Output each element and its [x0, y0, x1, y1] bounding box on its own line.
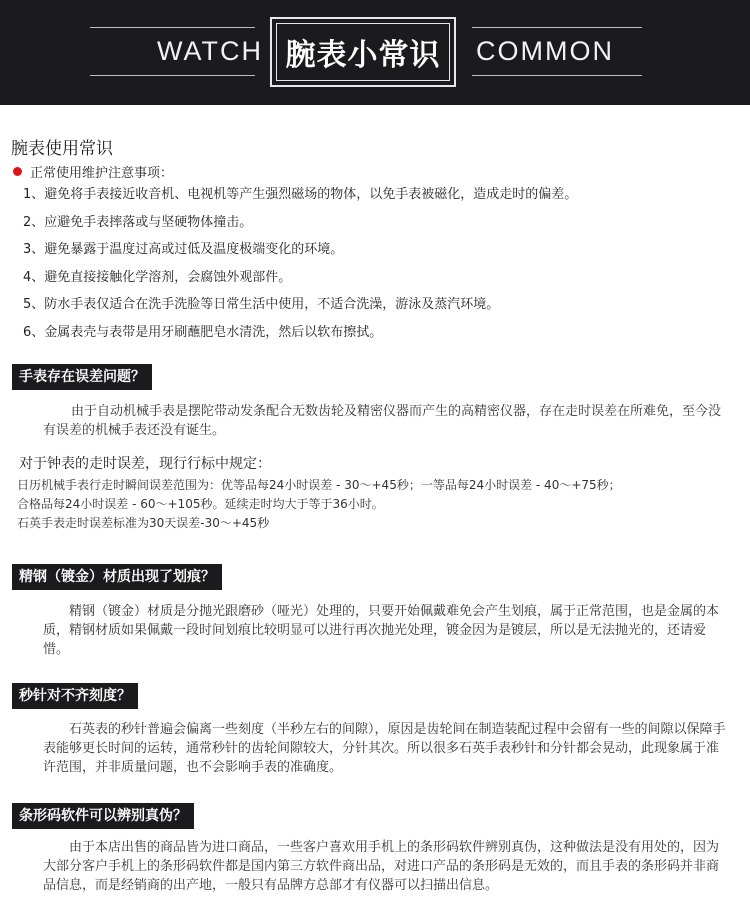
list-item: 2、应避免手表摔落或与坚硬物体撞击。 [23, 214, 253, 230]
banner-title-box [270, 17, 456, 87]
heading-scratch-question: 精钢（镀金）材质出现了划痕？ [12, 564, 222, 590]
banner-rule-right-top [472, 27, 642, 28]
list-item: 4、避免直接接触化学溶剂，会腐蚀外观部件。 [23, 269, 292, 285]
paragraph-error: 由于自动机械手表是摆陀带动发条配合无数齿轮及精密仪器而产生的高精密仪器，存在走时误差在所难免，至今没有误差的机械手表还没有诞生。 [43, 404, 722, 438]
list-item: 6、金属表壳与表带是用牙刷蘸肥皂水清洗，然后以软布擦拭。 [23, 324, 383, 340]
standard-line-2: 合格品每24小时误差 - 60～+105秒。延续走时均大于等于36小时。 [17, 497, 384, 511]
list-item: 1、避免将手表接近收音机、电视机等产生强烈磁场的物体，以免手表被磁化，造成走时的偏差。 [23, 187, 578, 202]
banner-title: 腕表小常识 [276, 23, 450, 81]
paragraph-scratch: 精钢（镀金）材质是分抛光跟磨砂（哑光）处理的，只要开始佩戴难免会产生划痕，属于正常范围，也是金属的本质，精钢材质如果佩戴一段时间划痕比较明显可以进行再次抛光处理，镀金因为是镀层，所以是无法抛光的，还请爱惜。 [43, 604, 720, 657]
standard-subtitle: 对于钟表的走时误差，现行行标中规定： [19, 456, 271, 472]
list-item: 3、避免暴露于温度过高或过低及温度极端变化的环境。 [23, 242, 344, 258]
care-rules-list [23, 186, 577, 352]
heading-error-question: 手表存在误差问题？ [12, 364, 152, 390]
standard-line-1: 日历机械手表行走时瞬间误差范围为：优等品每24小时误差 - 30～+45秒；一等品每24小时误差 - 40～+75秒； [17, 478, 621, 492]
heading-barcode-question: 条形码软件可以辨别真伪？ [12, 803, 194, 829]
standard-line-3: 石英手表走时误差标准为30天误差-30～+45秒 [17, 516, 270, 530]
list-item: 5、防水手表仅适合在洗手洗脸等日常生活中使用，不适合洗澡，游泳及蒸汽环境。 [23, 297, 500, 313]
heading-second-hand-question: 秒针对不齐刻度？ [12, 683, 138, 709]
section-title: 腕表使用常识 [11, 139, 113, 159]
header-banner [0, 0, 750, 105]
banner-rule-right-bottom [472, 75, 642, 76]
notice-text: 正常使用维护注意事项： [30, 166, 174, 181]
paragraph-second-hand: 石英表的秒针普遍会偏离一些刻度（半秒左右的间隙），原因是齿轮间在制造装配过程中会留有一些的间隙以保障手表能够更长时间的运转，通常秒针的齿轮间隙较大，分针其次。所以很多石英手表秒针和分针都会晃动，此现象属于准许范围，并非质量问题，也不会影响手表的准确度。 [43, 722, 726, 775]
banner-word-left: WATCH [157, 36, 263, 66]
bullet-dot-icon [13, 167, 22, 176]
banner-rule-left-bottom [90, 75, 255, 76]
notice-line [13, 162, 173, 181]
paragraph-barcode: 由于本店出售的商品皆为进口商品，一些客户喜欢用手机上的条形码软件辨别真伪，这种做法是没有用处的，因为大部分客户手机上的条形码软件都是国内第三方软件商出品，对进口产品的条形码是无效的，而且手表的条形码并非商品信息，而是经销商的出产地，一般只有品牌方总部才有仪器可以扫描出信息。 [43, 840, 720, 893]
banner-rule-left-top [90, 27, 255, 28]
banner-word-right: COMMON [476, 36, 614, 66]
